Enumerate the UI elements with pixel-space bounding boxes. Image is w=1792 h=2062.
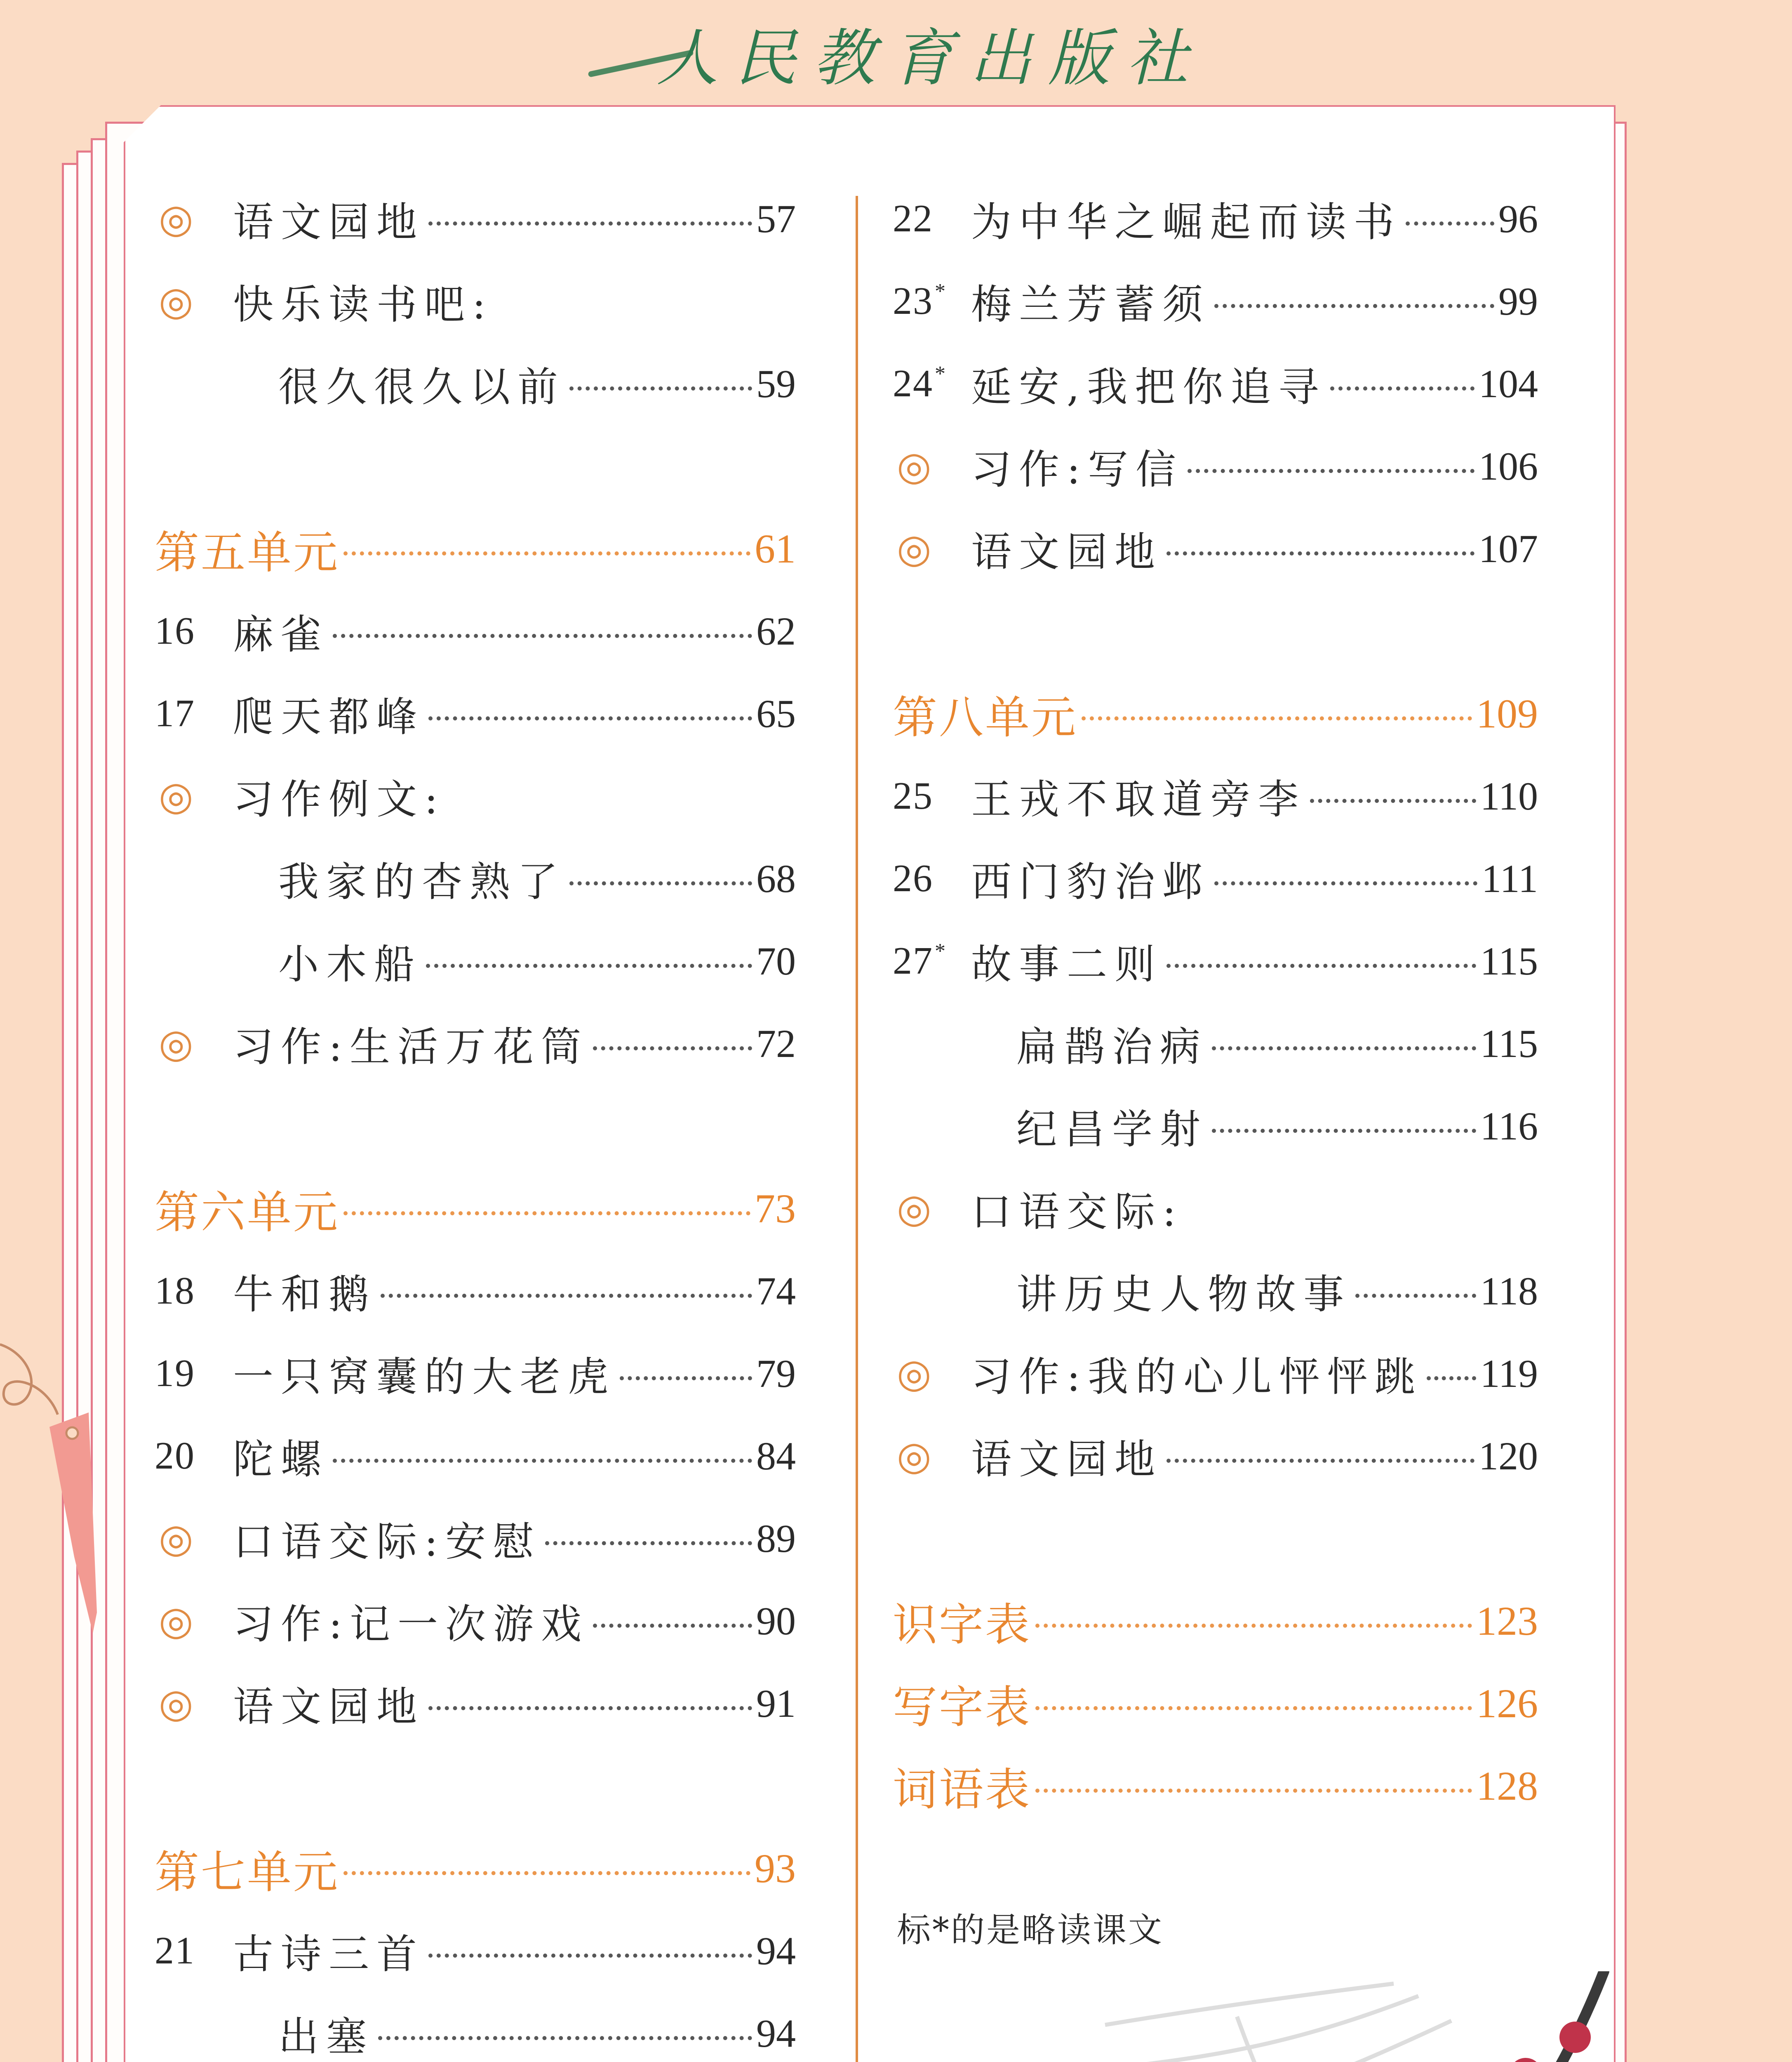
- toc-entry[interactable]: [155, 1002, 796, 1085]
- column-divider: [856, 196, 858, 2062]
- toc-entry[interactable]: [893, 1744, 1538, 1827]
- dot-leader: [1166, 1459, 1475, 1463]
- entry-title: 陀螺: [233, 1436, 329, 1483]
- lesson-number: 25: [893, 774, 933, 817]
- dot-leader: [381, 1294, 752, 1298]
- toc-entry[interactable]: [893, 837, 1538, 920]
- entry-title: 习作例文:: [233, 776, 446, 823]
- dot-leader: [1035, 1624, 1472, 1628]
- dot-leader: [333, 634, 752, 638]
- entry-title: 习作:记一次游戏: [233, 1601, 589, 1648]
- toc-entry[interactable]: [155, 1497, 796, 1579]
- publisher-name: 人民教育出版社: [656, 23, 1205, 94]
- section-mark-icon: ◎: [897, 525, 931, 572]
- section-mark-icon: ◎: [159, 278, 193, 324]
- entry-title: 我家的杏熟了: [278, 858, 566, 906]
- page-number: 99: [1498, 279, 1538, 323]
- page-number: 126: [1476, 1680, 1538, 1726]
- page-number: 70: [756, 939, 796, 983]
- dot-leader: [569, 386, 752, 391]
- footnote: 标*的是略读课文: [897, 1911, 1164, 1950]
- dot-leader: [343, 1211, 750, 1215]
- page-number: 65: [756, 691, 796, 736]
- page-number: 115: [1480, 939, 1538, 983]
- page-number: 90: [756, 1598, 796, 1643]
- page-number: 79: [756, 1351, 796, 1396]
- dot-leader: [428, 1954, 752, 1958]
- toc-entry[interactable]: [155, 177, 796, 260]
- dot-leader: [343, 1871, 750, 1875]
- entry-title: 梅兰芳蓄须: [971, 281, 1211, 328]
- entry-title: 牛和鹅: [233, 1271, 377, 1318]
- lesson-number: 20: [155, 1434, 195, 1477]
- toc-entry[interactable]: [893, 1415, 1538, 1497]
- page-number: 62: [756, 609, 796, 653]
- dot-leader: [1166, 551, 1475, 556]
- dot-leader: [426, 964, 752, 968]
- section-mark-icon: ◎: [159, 1020, 193, 1066]
- dot-leader: [1166, 964, 1476, 968]
- page-number: 116: [1480, 1104, 1538, 1148]
- toc-entry[interactable]: [155, 1827, 796, 1909]
- page-number: 84: [756, 1434, 796, 1478]
- toc-entry[interactable]: [155, 260, 796, 342]
- entry-title: 出塞: [278, 2013, 374, 2060]
- dot-leader: [1355, 1294, 1476, 1298]
- toc-entry[interactable]: [893, 1250, 1538, 1332]
- page-number: 120: [1479, 1434, 1538, 1478]
- dot-leader: [593, 1624, 752, 1628]
- entry-title: 习作:我的心儿怦怦跳: [971, 1353, 1423, 1401]
- section-mark-icon: ◎: [159, 1598, 193, 1644]
- toc-entry[interactable]: [893, 1579, 1538, 1662]
- toc-entry[interactable]: [155, 507, 796, 590]
- page-number: 93: [755, 1845, 796, 1891]
- entry-title: 爬天都峰: [233, 693, 425, 741]
- toc-entry[interactable]: [155, 1167, 796, 1250]
- toc-entry[interactable]: [893, 342, 1538, 425]
- page-number: 128: [1476, 1763, 1538, 1809]
- section-mark-icon: ◎: [159, 1680, 193, 1726]
- toc-entry[interactable]: [893, 755, 1538, 837]
- toc-entry[interactable]: [893, 1085, 1538, 1167]
- dot-leader: [620, 1376, 752, 1380]
- lesson-number: 21: [155, 1929, 195, 1972]
- toc-entry[interactable]: [155, 1992, 796, 2062]
- page-number: 115: [1480, 1021, 1538, 1066]
- entry-title: 讲历史人物故事: [1016, 1271, 1352, 1318]
- lesson-number: 26: [893, 857, 933, 900]
- publisher-header: [0, 8, 1792, 97]
- page-number: 73: [755, 1185, 796, 1231]
- page-number: 91: [756, 1681, 796, 1725]
- dot-leader: [1035, 1706, 1472, 1710]
- section-mark-icon: ◎: [159, 195, 193, 242]
- page-number: 68: [756, 856, 796, 901]
- dot-leader: [593, 1046, 752, 1050]
- entry-title: 语文园地: [971, 1436, 1163, 1483]
- toc-entry[interactable]: [155, 755, 796, 837]
- toc-entry[interactable]: [155, 342, 796, 425]
- toc-entry[interactable]: [893, 177, 1538, 260]
- dot-leader: [1188, 469, 1475, 473]
- unit-title: 第八单元: [893, 692, 1078, 744]
- page-number: 89: [756, 1516, 796, 1561]
- section-mark-icon: ◎: [159, 773, 193, 819]
- skim-reading-star: *: [935, 939, 946, 963]
- skim-reading-star: *: [935, 362, 946, 386]
- entry-title: 语文园地: [971, 528, 1163, 576]
- page-number: 72: [756, 1021, 796, 1066]
- entry-title: 小木船: [278, 941, 422, 988]
- unit-title: 第五单元: [155, 527, 340, 579]
- toc-entry[interactable]: [893, 260, 1538, 342]
- page-number: 123: [1476, 1598, 1538, 1644]
- dot-leader: [569, 881, 752, 885]
- dot-leader: [1214, 304, 1494, 308]
- lesson-number: 23*: [893, 280, 946, 322]
- page-number: 74: [756, 1269, 796, 1313]
- toc-entry[interactable]: [155, 1909, 796, 1992]
- dot-leader: [545, 1541, 752, 1545]
- entry-title: 一只窝囊的大老虎: [233, 1353, 616, 1401]
- toc-entry[interactable]: [893, 1662, 1538, 1744]
- entry-title: 快乐读书吧:: [233, 281, 494, 328]
- dot-leader: [1214, 881, 1477, 885]
- entry-title: 西门豹治邺: [971, 858, 1211, 906]
- page-number: 110: [1480, 774, 1538, 818]
- dot-leader: [1212, 1129, 1476, 1133]
- entry-title: 为中华之崛起而读书: [971, 198, 1402, 246]
- dot-leader: [1330, 386, 1475, 391]
- entry-title: 纪昌学射: [1016, 1106, 1208, 1153]
- toc-entry[interactable]: [155, 1415, 796, 1497]
- section-mark-icon: ◎: [897, 443, 931, 489]
- dot-leader: [1082, 716, 1472, 720]
- page-number: 104: [1479, 361, 1538, 406]
- toc-entry[interactable]: [155, 590, 796, 672]
- entry-title: 古诗三首: [233, 1930, 425, 1978]
- page-number: 111: [1482, 856, 1538, 901]
- dot-leader: [1427, 1376, 1476, 1380]
- entry-title: 王戎不取道旁李: [971, 776, 1306, 823]
- toc-entry[interactable]: [155, 1332, 796, 1415]
- dot-leader: [1035, 1789, 1472, 1793]
- entry-title: 语文园地: [233, 198, 425, 246]
- section-mark-icon: ◎: [897, 1350, 931, 1396]
- entry-title: 口语交际:安慰: [233, 1518, 541, 1565]
- unit-title: 第七单元: [155, 1846, 340, 1898]
- entry-title: 故事二则: [971, 941, 1163, 988]
- entry-title: 口语交际:: [971, 1188, 1184, 1236]
- unit-title: 识字表: [893, 1599, 1032, 1651]
- page-number: 119: [1480, 1351, 1538, 1396]
- lesson-number: 22: [893, 197, 933, 240]
- entry-title: 麻雀: [233, 611, 329, 658]
- toc-entry[interactable]: [893, 1332, 1538, 1415]
- dot-leader: [1212, 1046, 1476, 1050]
- toc-entry[interactable]: [155, 837, 796, 920]
- toc-entry[interactable]: [893, 1002, 1538, 1085]
- toc-entry[interactable]: [155, 672, 796, 755]
- dot-leader: [343, 551, 750, 556]
- entry-title: 很久很久以前: [278, 363, 566, 411]
- page-number: 107: [1479, 526, 1538, 571]
- dot-leader: [1406, 221, 1494, 226]
- page-number: 61: [755, 525, 796, 572]
- dot-leader: [428, 716, 752, 720]
- toc-entry[interactable]: [893, 507, 1538, 590]
- page-number: 59: [756, 361, 796, 406]
- unit-title: 词语表: [893, 1764, 1032, 1816]
- toc-entry[interactable]: [155, 920, 796, 1002]
- entry-title: 扁鹊治病: [1016, 1023, 1208, 1071]
- dot-leader: [428, 1706, 752, 1710]
- toc-entry[interactable]: [155, 1579, 796, 1662]
- dot-leader: [428, 221, 752, 226]
- unit-title: 写字表: [893, 1681, 1032, 1733]
- page-number: 57: [756, 196, 796, 241]
- toc-entry[interactable]: [893, 1167, 1538, 1250]
- entry-title: 习作:生活万花筒: [233, 1023, 589, 1071]
- lesson-number: 17: [155, 692, 195, 735]
- section-mark-icon: ◎: [897, 1185, 931, 1231]
- lesson-number: 16: [155, 610, 195, 652]
- page-number: 109: [1476, 690, 1538, 737]
- bookmark-tag-icon: [0, 1328, 107, 1658]
- lesson-number: 19: [155, 1352, 195, 1395]
- page-number: 96: [1498, 196, 1538, 241]
- page-number: 94: [756, 2011, 796, 2055]
- toc-entry[interactable]: [893, 920, 1538, 1002]
- lesson-number: 27*: [893, 939, 946, 982]
- toc-entry[interactable]: [155, 1250, 796, 1332]
- dot-leader: [1310, 799, 1476, 803]
- toc-entry[interactable]: [155, 1662, 796, 1744]
- page-number: 118: [1480, 1269, 1538, 1313]
- page-number: 94: [756, 1928, 796, 1973]
- toc-entry[interactable]: [893, 672, 1538, 755]
- toc-entry[interactable]: [893, 425, 1538, 507]
- lesson-number: 18: [155, 1269, 195, 1312]
- entry-title: 延安,我把你追寻: [971, 363, 1326, 411]
- dot-leader: [378, 2036, 752, 2040]
- page-number: 106: [1479, 444, 1538, 488]
- dot-leader: [333, 1459, 752, 1463]
- lesson-number: 24*: [893, 362, 946, 405]
- skim-reading-star: *: [935, 280, 946, 303]
- section-mark-icon: ◎: [897, 1433, 931, 1479]
- section-mark-icon: ◎: [159, 1515, 193, 1561]
- cherry-branch-illustration: [1080, 1971, 1674, 2062]
- entry-title: 语文园地: [233, 1683, 425, 1730]
- unit-title: 第六单元: [155, 1186, 340, 1238]
- entry-title: 习作:写信: [971, 446, 1184, 493]
